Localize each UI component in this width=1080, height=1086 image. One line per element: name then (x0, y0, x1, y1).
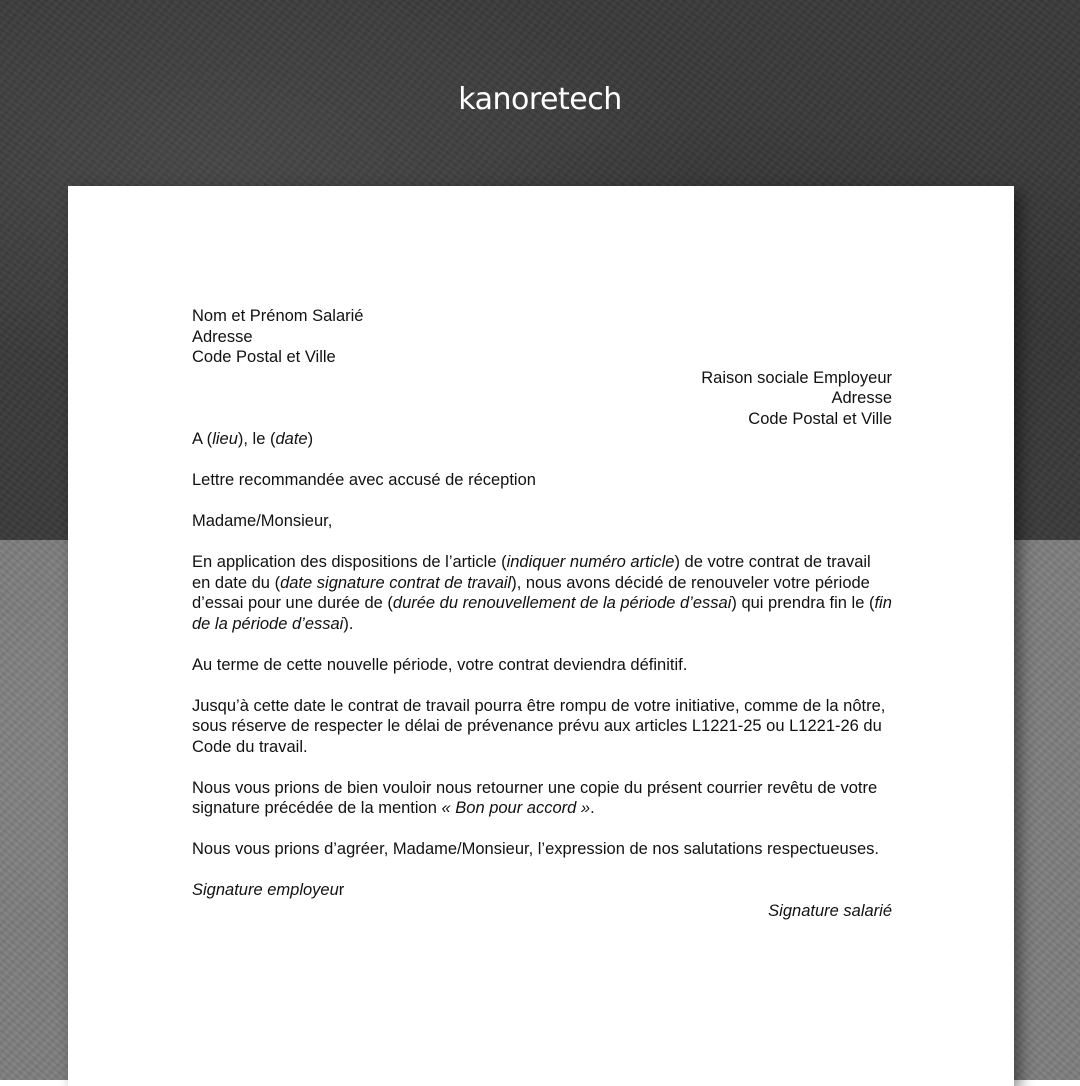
letter-page (68, 186, 1014, 1086)
brand-logo-text: kanoretech (458, 82, 622, 117)
employee-address: Adresse (192, 327, 253, 346)
mail-type: Lettre recommandée avec accusé de réception (192, 471, 536, 489)
salutation: Madame/Monsieur, (192, 512, 333, 530)
paragraph-closing: Nous vous prions d’agréer, Madame/Monsieur, l’expression de nos salutations respectueuses. (192, 840, 879, 858)
place-date-line: A (lieu), le (date) (192, 430, 314, 448)
paragraph-definitive: Au terme de cette nouvelle période, votre contrat deviendra définitif. (192, 655, 688, 674)
paragraph-renewal: En application des dispositions de l’article (indiquer numéro article) de votre contrat de travail en date du (date signature contrat de travail), nous avons décidé de renouveler votre période d’essai pour une durée de (durée du renouvellement de la période d’essai) qui prendra fin le (fin de la période d’essai). (192, 553, 892, 633)
signature-employer: Signature employeur (192, 881, 345, 899)
employee-name: Nom et Prénom Salarié (192, 307, 364, 325)
paragraph-return-copy: Nous vous prions de bien vouloir nous retourner une copie du présent courrier revêtu de votre signature précédée de la mention « Bon pour accord ». (192, 778, 878, 817)
paragraph-termination: Jusqu’à cette date le contrat de travail pourra être rompu de votre initiative, comme de la nôtre, sous réserve de respecter le délai de prévenance prévu aux articles L1221-25 ou L1221-26 du Code du travail. (192, 696, 886, 756)
employer-name: Raison sociale Employeur (701, 368, 892, 387)
date-placeholder: date (275, 430, 308, 448)
place-placeholder: lieu (212, 430, 238, 448)
signature-employee: Signature salarié (768, 901, 892, 920)
letter-body (192, 306, 892, 921)
employer-city: Code Postal et Ville (748, 409, 892, 428)
employer-address: Adresse (831, 389, 892, 407)
employee-city: Code Postal et Ville (192, 348, 336, 366)
